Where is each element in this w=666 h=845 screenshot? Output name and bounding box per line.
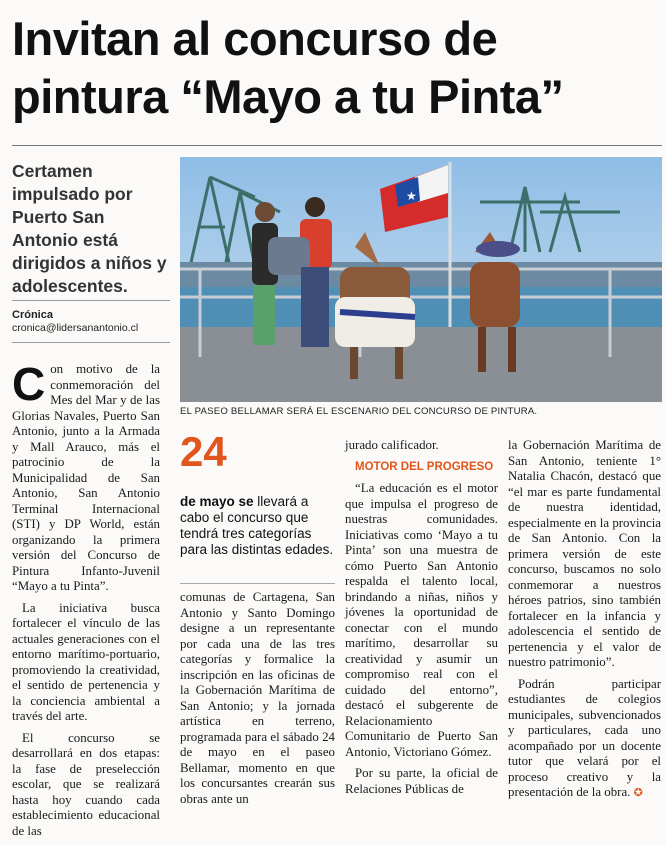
- drop-cap: C: [12, 358, 46, 410]
- author-rule-bottom: [12, 342, 170, 343]
- author-name: Crónica: [12, 309, 53, 321]
- promenade: [180, 327, 662, 402]
- column-2: [180, 590, 335, 813]
- column-3: [345, 438, 498, 803]
- headline: [12, 10, 662, 126]
- headline-line-1: Invitan al concurso de: [12, 12, 498, 65]
- column-4: [508, 438, 661, 808]
- subhead: Certamen impulsado por Puerto San Antonio está dirigidos a niños y adolescentes.: [12, 161, 167, 296]
- highlight-body: llevará a cabo el concurso que tendrá tres categorías para las distintas edades.: [180, 494, 334, 557]
- col3-paragraph-0: jurado calificador.: [345, 438, 439, 452]
- highlight-number: 24: [180, 428, 227, 475]
- headline-line-2: pintura “Mayo a tu Pinta”: [12, 70, 564, 123]
- photo-caption: EL PASEO BELLAMAR SERÁ EL ESCENARIO DEL CONCURSO DE PINTURA.: [180, 406, 538, 417]
- col4-paragraph-2-text: Podrán participar estudiantes de colegios municipales, subvencionados y particulares, cada uno acompañado por un docente tutor que velará por el proceso creativo y la presentación de la obra.: [508, 676, 661, 799]
- end-mark-icon: ✪: [633, 787, 643, 799]
- col3-paragraph-1: “La educación es el motor que impulsa el progreso de nuestras comunidades. Iniciativas como ‘Mayo a tu Pinta’ son una muestra de cómo Puerto San Antonio respalda el talento local, brindando a niñas, niños y jóvenes la oportunidad de conectar con el mundo marítimo, desarrollar su creatividad y asumir un compromiso real con el cuidado del entorno”, destacó el subgerente de Relacionamiento Comunitario de Puerto San Antonio, Victoriano Gómez.: [345, 481, 498, 759]
- highlight-text: [180, 494, 335, 558]
- author-rule-top: [12, 300, 170, 301]
- sea: [180, 287, 662, 332]
- headline-rule: [12, 145, 662, 146]
- section-title: MOTOR DEL PROGRESO: [355, 460, 494, 473]
- col4-paragraph-1: la Gobernación Marítima de San Antonio, teniente 1° Natalia Chacón, destacó que “el mar es parte fundamental de nuestra identidad, especialmente en la provincia de San Antonio. Con la primera versión de este concurso, buscamos no solo conmemorar a nuestros héroes patrios, sino también fortalecer en la infancia y adolescencia el sentido de pertenencia y el valor de nuestro patrimonio”.: [508, 438, 661, 669]
- col1-paragraph-2: La iniciativa busca fortalecer el vínculo de las actuales generaciones con el entorno marítimo-portuario, promoviendo la creatividad, el sentido de pertenencia y la conciencia ambiental a través del arte.: [12, 600, 160, 723]
- col4-paragraph-2: [508, 677, 661, 802]
- col1-paragraph-3: El concurso se desarrollará en dos etapas: la fase de preselección escolar, que se realizará hasta hoy cuando cada establecimiento educacional de las: [12, 730, 160, 838]
- author-email: cronica@lidersanantonio.cl: [12, 322, 139, 334]
- col3-paragraph-2: Por su parte, la oficial de Relaciones Públicas de: [345, 766, 498, 796]
- highlight-rule: [180, 583, 335, 584]
- col1-paragraph-1-text: on motivo de la conmemoración del Mes del Mar y de las Glorias Navales, Puerto San Antonio, junto a la Armada y Mall Arauco, más el patrocinio de la Municipalidad de San Antonio, San Antonio Terminal Internacional (STI) y DP World, están organizando la primera versión del Concurso de Pintura Infanto-Juvenil “Mayo a tu Pinta”.: [12, 362, 160, 593]
- article-photo: [180, 157, 662, 402]
- photo-illustration: [180, 157, 662, 402]
- column-1: [12, 358, 160, 845]
- col2-paragraph-1: comunas de Cartagena, San Antonio y Santo Domingo designe a un representante por cada una de las tres categorías y formalice la inscripción en las oficinas de la Gobernación Marítima de San Antonio; y la jornada artística en terreno, programada para el sábado 24 de mayo en el paseo Bellamar, momento en que los concursantes crearán sus obras ante un: [180, 590, 335, 806]
- svg-text:★: ★: [406, 189, 417, 203]
- highlight-bold: de mayo se: [180, 494, 254, 509]
- col1-paragraph-1: [12, 358, 160, 595]
